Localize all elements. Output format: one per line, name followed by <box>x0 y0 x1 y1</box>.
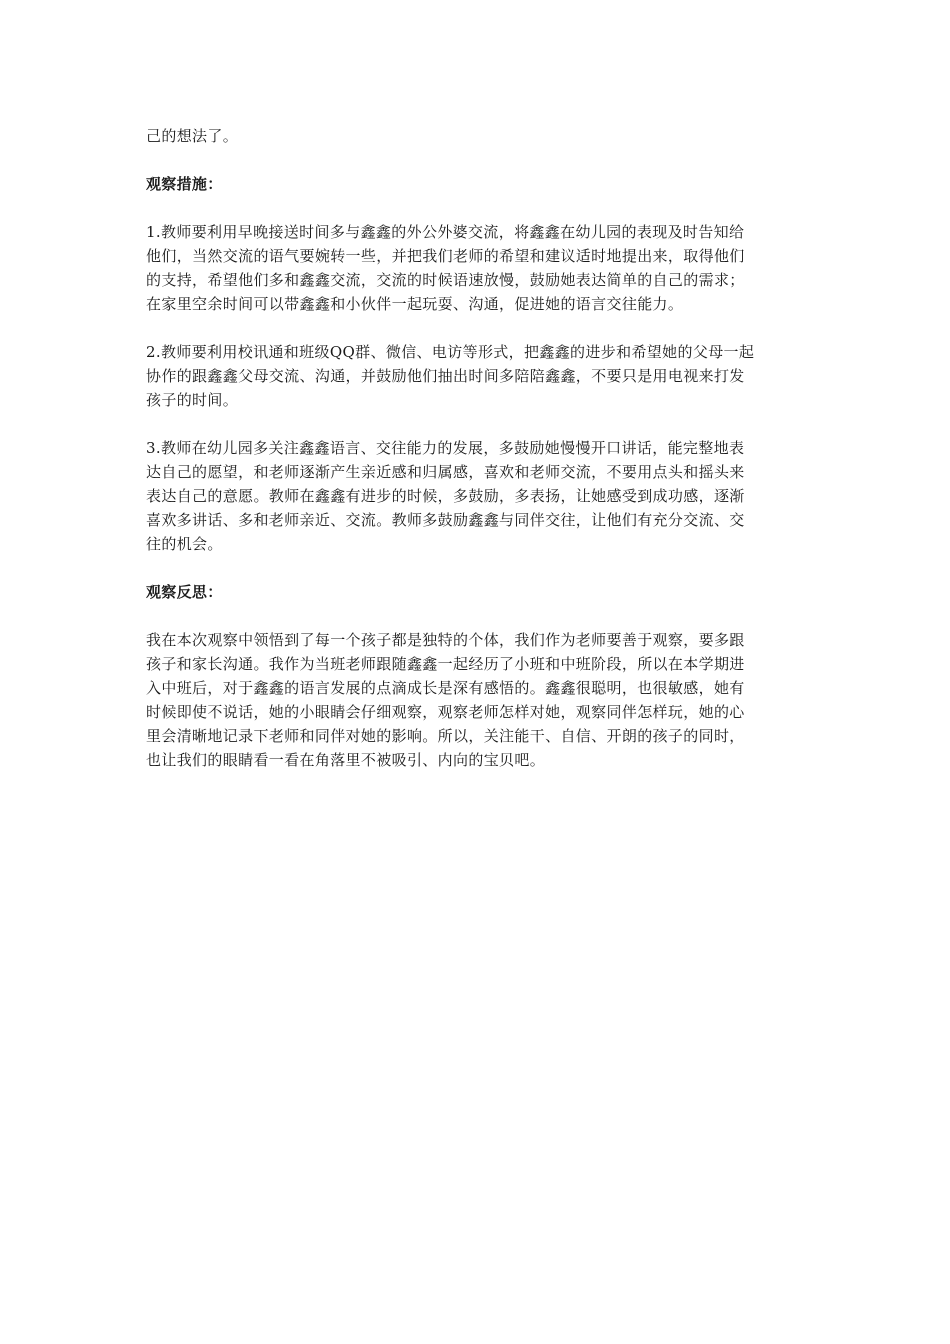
measure-item-1 <box>146 220 810 316</box>
text-line: 2.教师要利用校讯通和班级QQ群、微信、电访等形式，把鑫鑫的进步和希望她的父母一起 <box>146 343 755 361</box>
text-line: 时候即使不说话，她的小眼睛会仔细观察，观察老师怎样对她，观察同伴怎样玩，她的心 <box>146 703 745 721</box>
text-line: 己的想法了。 <box>146 127 239 145</box>
text-line: 3.教师在幼儿园多关注鑫鑫语言、交往能力的发展，多鼓励她慢慢开口讲话，能完整地表 <box>146 439 745 457</box>
document-page <box>146 124 810 772</box>
text-line: 入中班后，对于鑫鑫的语言发展的点滴成长是深有感悟的。鑫鑫很聪明，也很敏感，她有 <box>146 679 745 697</box>
reflection-paragraph <box>146 628 810 772</box>
text-line: 孩子的时间。 <box>146 391 239 409</box>
text-line: 的支持，希望他们多和鑫鑫交流，交流的时候语速放慢，鼓励她表达简单的自己的需求； <box>146 271 745 289</box>
text-line: 在家里空余时间可以带鑫鑫和小伙伴一起玩耍、沟通，促进她的语言交往能力。 <box>146 295 684 313</box>
intro-paragraph <box>146 124 810 148</box>
measures-heading: 观察措施： <box>146 175 223 193</box>
text-line: 孩子和家长沟通。我作为当班老师跟随鑫鑫一起经历了小班和中班阶段，所以在本学期进 <box>146 655 745 673</box>
text-line: 里会清晰地记录下老师和同伴对她的影响。所以，关注能干、自信、开朗的孩子的同时， <box>146 727 745 745</box>
text-line: 表达自己的意愿。教师在鑫鑫有进步的时候，多鼓励，多表扬，让她感受到成功感，逐渐 <box>146 487 745 505</box>
text-line: 我在本次观察中领悟到了每一个孩子都是独特的个体，我们作为老师要善于观察，要多跟 <box>146 631 745 649</box>
measure-item-3 <box>146 436 810 556</box>
text-line: 他们，当然交流的语气要婉转一些，并把我们老师的希望和建议适时地提出来，取得他们 <box>146 247 745 265</box>
reflection-heading: 观察反思： <box>146 583 223 601</box>
text-line: 喜欢多讲话、多和老师亲近、交流。教师多鼓励鑫鑫与同伴交往，让他们有充分交流、交 <box>146 511 745 529</box>
text-line: 协作的跟鑫鑫父母交流、沟通，并鼓励他们抽出时间多陪陪鑫鑫，不要只是用电视来打发 <box>146 367 745 385</box>
measure-item-2 <box>146 340 810 412</box>
text-line: 也让我们的眼睛看一看在角落里不被吸引、内向的宝贝吧。 <box>146 751 546 769</box>
text-line: 往的机会。 <box>146 535 223 553</box>
text-line: 1.教师要利用早晚接送时间多与鑫鑫的外公外婆交流，将鑫鑫在幼儿园的表现及时告知给 <box>146 223 745 241</box>
text-line: 达自己的愿望，和老师逐渐产生亲近感和归属感，喜欢和老师交流，不要用点头和摇头来 <box>146 463 745 481</box>
